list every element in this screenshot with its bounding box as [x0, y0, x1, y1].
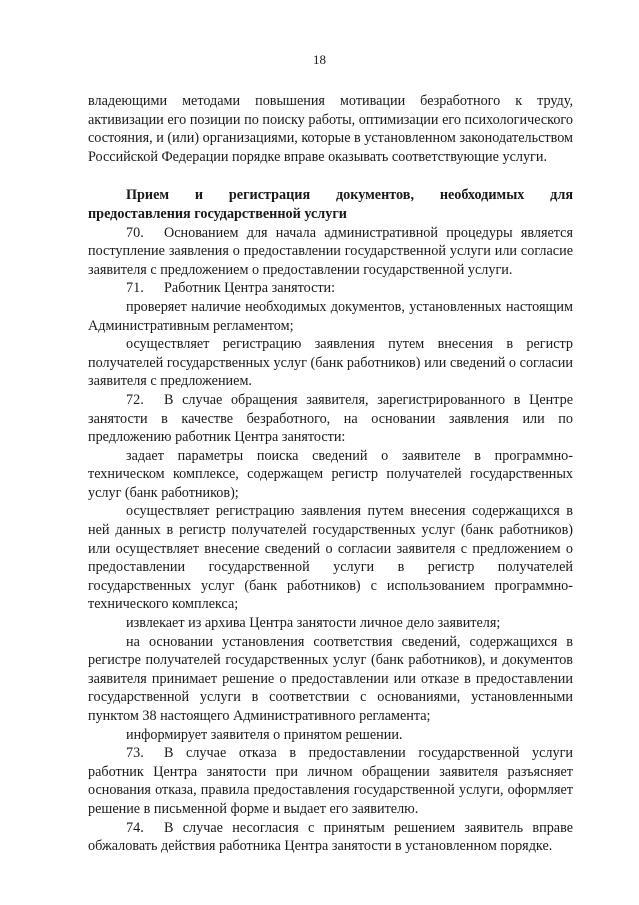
paragraph-72-item-3: извлекает из архива Центра занятости личное дело заявителя; — [126, 615, 501, 632]
paragraph-71-item-1: проверяет наличие необходимых документов, установленных настоящим Административным регламентом; — [88, 298, 573, 334]
section-heading — [88, 186, 573, 223]
paragraph-number: 74. — [126, 819, 144, 836]
paragraph-text: В случае отказа в предоставлении государственной услуги работник Центра занятости при личном обращении заявителя разъясняет основания отказа, правила предоставления государственной услуги, оформляет решение в письменной форме и выдает его заявителю. — [88, 745, 573, 817]
paragraph-71-item-2: осуществляет регистрацию заявления путем внесения в регистр получателей государственных услуг (банк работников) или сведений о согласии заявителя с предложением. — [88, 336, 573, 390]
paragraph-70 — [88, 224, 573, 280]
paragraph-number: 73. — [126, 745, 144, 762]
paragraph-72 — [88, 391, 573, 447]
paragraph-text: Работник Центра занятости: — [164, 280, 336, 297]
paragraph-72-item-4: на основании установления соответствия сведений, содержащихся в регистре получателей государственных услуг (банк работников), и документов заявителя принимает решение о предоставлении или отказе в предоставлении государственной услуги в соответствии с основаниями, установленными пунктом 38 настоящего Административного регламента; — [88, 633, 573, 724]
paragraph-73 — [88, 744, 573, 818]
section-heading-line-1: Прием и регистрация документов, необходимых для — [126, 187, 573, 204]
paragraph-72-item-1: задает параметры поиска сведений о заявителе в программно-техническом комплексе, содержащем регистр получателей государственных услуг (банк работников); — [88, 447, 573, 501]
paragraph-72-item-2: осуществляет регистрацию заявления путем внесения содержащихся в ней данных в регистр получателей государственных услуг (банк работников) или осуществляет внесение сведений о согласии заявителя с предложением о предоставлении государственной услуги в регистр получателей государственных услуг (банк работников) с использованием программно-технического комплекса; — [88, 503, 573, 613]
page-number: 18 — [313, 52, 326, 67]
paragraph-number: 71. — [126, 280, 144, 297]
document-body — [88, 92, 573, 856]
paragraph-72-item-5: информирует заявителя о принятом решении. — [126, 726, 403, 743]
intro-paragraph: владеющими методами повышения мотивации безработного к труду, активизации его позиции по поиску работы, оптимизации его психологического состояния, и (или) организациями, которые в установленном законодательством Российской Федерации порядке вправе оказывать соответствующие услуги. — [88, 93, 573, 165]
paragraph-text: Основанием для начала административной процедуры является поступление заявления о предоставлении государственной услуги или согласие заявителя с предложением о предоставлении государственной услуги. — [88, 224, 573, 278]
paragraph-number: 72. — [126, 391, 144, 408]
paragraph-71 — [88, 279, 573, 298]
paragraph-text: В случае несогласия с принятым решением заявитель вправе обжаловать действия работника Центра занятости в установленном порядке. — [88, 819, 573, 855]
paragraph-number: 70. — [126, 224, 144, 241]
section-heading-line-2: предоставления государственной услуги — [88, 205, 347, 222]
paragraph-74 — [88, 819, 573, 856]
paragraph-text: В случае обращения заявителя, зарегистрированного в Центре занятости в качестве безработного, на основании заявления или по предложению работник Центра занятости: — [88, 391, 573, 446]
